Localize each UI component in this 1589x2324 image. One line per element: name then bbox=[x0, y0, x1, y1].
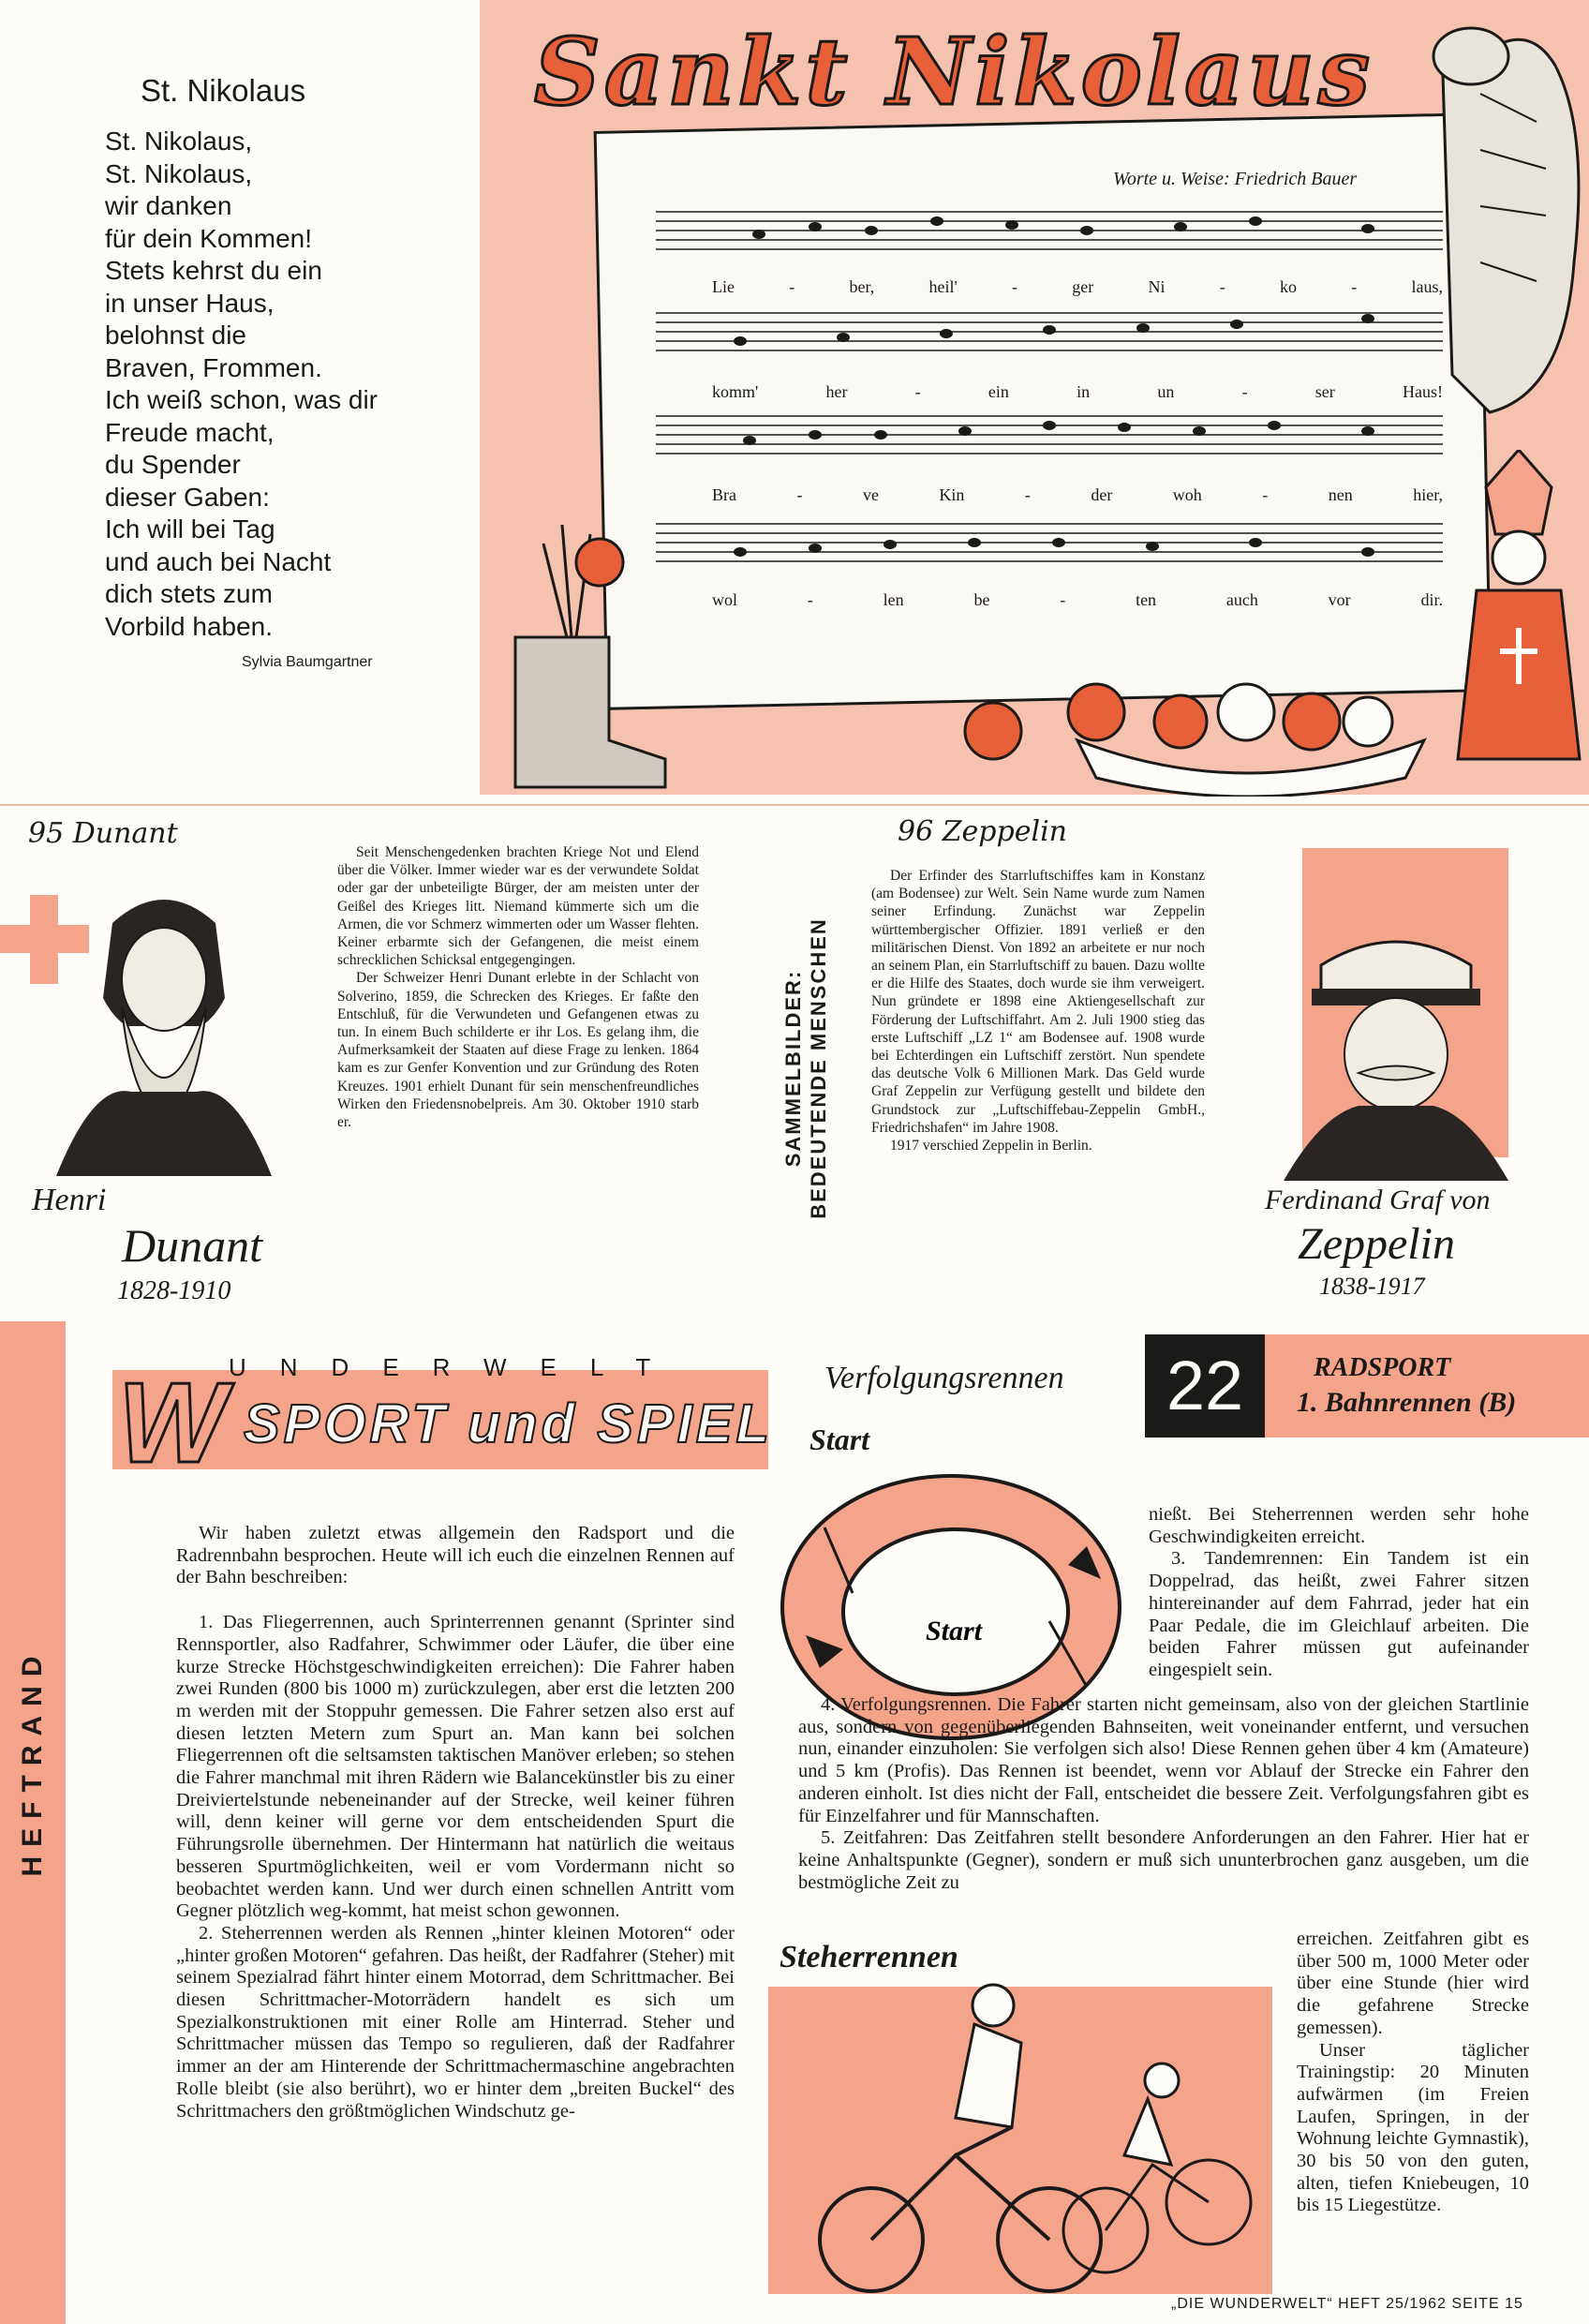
poem-line: du Spender bbox=[105, 450, 241, 479]
poem-line: Vorbild haben. bbox=[105, 611, 274, 641]
poem-line: St. Nikolaus, bbox=[105, 127, 253, 156]
poem-title: St. Nikolaus bbox=[141, 73, 306, 108]
dunant-last-name: Dunant bbox=[122, 1219, 262, 1272]
sammelbilder-vertical-title bbox=[778, 881, 834, 1256]
paragraph: 5. Zeitfahren: Das Zeitfahren stellt besondere Anforderungen an den Fahrer. Hier hat er keine Anhaltspunkte (Gegner), sondern er muß sich ununterbrochen ganz ausgeben, um die bestmögliche Zeit zu bbox=[798, 1827, 1529, 1893]
zeppelin-first-name: Ferdinand Graf von bbox=[1265, 1184, 1491, 1215]
article-column-right-middle bbox=[798, 1694, 1529, 1894]
music-staff-lines bbox=[656, 208, 1443, 253]
paragraph: nießt. Bei Steherrennen werden sehr hohe Geschwindigkeiten erreicht. bbox=[1149, 1504, 1529, 1547]
start-label: Start bbox=[809, 1423, 870, 1456]
poem-line: Freude macht, bbox=[105, 417, 275, 447]
poem-line: für dein Kommen! bbox=[105, 223, 312, 253]
card-number: 95 Dunant bbox=[28, 817, 178, 850]
music-staff-lines bbox=[656, 412, 1443, 457]
paragraph: 2. Steherrennen werden als Rennen „hinter kleinen Motoren“ oder „hinter großen Motoren“ gefahren. Das heißt, der Radfahrer (Steher) mit seinem Spezialrad fährt hinter einem Motorrad, dem Schrittmacher. Bei diesen Schrittmacher-Motorrädern handelt es sich um Spezialkonstruktionen mit einer Rolle am Hinterrad. Steher und Schrittmacher müssen das Tempo so regulieren, daß der Radfahrer immer an der am Hinterende der Schrittmachermaschine angebrachten Rolle bleibt (sie also berührt), wo er hinter dem „breiten Buckel“ des Schrittmachers den größtmöglichen Windschutz ge- bbox=[176, 1922, 735, 2122]
category-title: RADSPORT bbox=[1314, 1353, 1451, 1382]
poem-line: wir danken bbox=[105, 191, 232, 220]
poem-line: dich stets zum bbox=[105, 579, 273, 608]
article-column-right-top bbox=[1149, 1504, 1529, 1682]
poem-text bbox=[105, 126, 378, 643]
poem-line: dieser Gaben: bbox=[105, 482, 270, 512]
nikolaus-figure-illustration bbox=[1448, 450, 1589, 797]
zeppelin-biography bbox=[871, 867, 1205, 1155]
paragraph: Der Schweizer Henri Dunant erlebte in der Schlacht von Solverino, 1859, die Schrecken des Krieges. Er faßte den Entschluß, für die Verwundeten und Gefangenen etwas zu tun. In einem Buch schilderte er ihr Los. Es gelang ihm, die Aufmerksamkeit der Staaten auf diese Frage zu lenken. 1864 kam es zur Genfer Konvention und zur Gründung des Roten Kreuzes. 1901 erhielt Dunant für sein menschenfreundliches Wirken den Friedensnobelpreis. Am 30. Oktober 1910 starb er. bbox=[337, 970, 699, 1131]
poem-line: Ich weiß schon, was dir bbox=[105, 385, 378, 414]
logo-w: W bbox=[118, 1359, 227, 1486]
boot-with-twigs-illustration bbox=[487, 525, 675, 797]
paragraph: 4. Verfolgungsrennen. Die Fahrer starten nicht gemeinsam, also von der gleichen Startlinie aus, sondern von gegenüberliegenden Bahnseiten, weit voneinander entfernt, und versuchen nun, einander einzuholen: Sie verfolgen sich also! Diese Rennen gehen über 4 km (Amateure) und 5 km (Profis). Das Rennen ist beendet, wenn vor Ablauf der Strecke ein Fahrer den anderen einholt. Ist dies nicht der Fall, entscheidet die bessere Zeit. Verfolgungsfahren gibt es für Einzelfahrer und für Mannschaften. bbox=[798, 1694, 1529, 1826]
poem-line: St. Nikolaus, bbox=[105, 158, 253, 188]
poem-line: belohnst die bbox=[105, 320, 247, 350]
logo-underwelt: UNDERWELT bbox=[229, 1353, 685, 1381]
music-staff bbox=[656, 520, 1443, 565]
song-title: Sankt Nikolaus bbox=[534, 19, 1374, 127]
lyrics-line: Bra - ve Kin - der woh - nen hier, bbox=[712, 485, 1443, 504]
category-box bbox=[1265, 1334, 1589, 1438]
fruit-bowl-illustration bbox=[937, 647, 1462, 797]
paragraph: Unser täglicher Trainingstip: 20 Minuten aufwärmen (im Freien Laufen, Springen, in der Wohnung leichte Gymnastik), 30 bis 50 von den guten, alten, tiefen Kniebeugen, 10 bis 15 Liegestütze. bbox=[1297, 2039, 1529, 2216]
lyrics-line: wol - len be - ten auch vor dir. bbox=[712, 590, 1443, 609]
paragraph: erreichen. Zeitfahren gibt es über 500 m, 1000 Meter oder über eine Stunde (hier wird die gefahrene Strecke gemessen). bbox=[1297, 1929, 1529, 2038]
zeppelin-portrait bbox=[1255, 900, 1537, 1181]
music-staff bbox=[656, 412, 1443, 457]
poem-line: Ich will bei Tag bbox=[105, 514, 275, 544]
dunant-first-name: Henri bbox=[32, 1183, 107, 1217]
paragraph: 3. Tandemrennen: Ein Tandem ist ein Doppelrad, das heißt, zwei Fahrer sitzen hintereinander auf dem Fahrrad, jeder hat ein Paar Pedale, die im Gleichlauf arbeiten. Die beiden Fahrer müssen gut aufeinander eingespielt sein. bbox=[1149, 1548, 1529, 1680]
poem-line: Braven, Frommen. bbox=[105, 352, 322, 382]
verfolgungsrennen-label: Verfolgungsrennen bbox=[824, 1361, 1064, 1395]
steherrennen-illustration bbox=[768, 1968, 1272, 2301]
paragraph: 1. Das Fliegerrennen, auch Sprinterrennen genannt (Sprinter sind Rennsportler, also Radfahrer, Schwimmer oder Läufer, die über eine kurze Strecke Höchstgeschwindigkeiten erreichen): Die Fahrer haben zwei Runden (800 bis 1000 m) zurückzulegen, aber erst die letzten 200 m werden mit der Stoppuhr gemessen. Die Fahrer setzen also erst auf diesen letzten Metern zum Spurt an. Man kann bei solchen Fliegerrennen oft die seltsamsten taktischen Manöver erleben; so stehen die Fahrer manchmal mit ihren Rädern wie Balancekünstler bis zu einer Dreiviertelstunde nebeneinander auf der Strecke, weil keiner führen will, denn keiner will gerne vor dem entscheidenden Spurt die Führungsrolle übernehmen. Der Hintermann hat natürlich die weitaus besseren Spurtmöglichkeiten, weil er vom Vordermann nicht so beobachtet werden kann. Und wer durch einen schnellen Antritt vom Gegner plötzlich weg-kommt, hat meist schon gewonnen. bbox=[176, 1612, 735, 1922]
page-footer: „DIE WUNDERWELT“ HEFT 25/1962 SEITE 15 bbox=[1171, 2296, 1523, 2312]
paragraph: Seit Menschengedenken brachten Kriege Not und Elend über die Völker. Immer wieder war es der verwundete Soldat oder gar der unbeteiligte Bürger, der am meisten unter der Geißel des Krieges litt. Niemand kümmerte sich um die Armen, die vor Schmerz wimmerten oder um Wasser flehten. Keiner erbarmte sich der Gefangenen, die meist einem schrecklichen Schicksal entgegengingen. bbox=[337, 844, 699, 969]
music-staff-lines bbox=[656, 309, 1443, 354]
paragraph-spacer bbox=[176, 1589, 735, 1612]
start-inner-label: Start bbox=[926, 1616, 983, 1646]
zeppelin-years: 1838-1917 bbox=[1319, 1273, 1425, 1300]
poem-line: und auch bei Nacht bbox=[105, 546, 332, 576]
zeppelin-last-name: Zeppelin bbox=[1298, 1219, 1455, 1269]
poem-author: Sylvia Baumgartner bbox=[242, 654, 373, 670]
music-staff bbox=[656, 309, 1443, 354]
song-credit: Worte u. Weise: Friedrich Bauer bbox=[1113, 169, 1358, 189]
dunant-biography bbox=[337, 843, 699, 1131]
category-subtitle: 1. Bahnrennen (B) bbox=[1297, 1387, 1517, 1418]
lyrics-line: Lie - ber, heil' - ger Ni - ko - laus, bbox=[712, 277, 1443, 296]
paragraph: Der Erfinder des Starrluftschiffes kam in Konstanz (am Bodensee) zur Welt. Sein Name wurde zum Namen seiner Erfindung. Zunächst war Zeppelin württembergischer Offizier. 1891 verließ er den militärischen Dienst. Von 1892 an arbeitete er nur noch an seinem Plan, ein Starrluftschiff zu bauen. Dazu wollte er die Hilfe des Staates, doch wurde sie ihm verweigert. Nun gründete er 1898 eine Aktiengesellschaft zur Förderung der Luftschiffahrt. Am 2. Juli 1900 stieg das erste Luftschiff „LZ 1“ am Bodensee auf. 1908 wurde bei Echterdingen ein Luftschiff zerstört. Nun spendete das deutsche Volk 6 Millionen Mark. Das Geld wurde Graf Zeppelin zur Verfügung gestellt und bildete den Grundstock zur „Luftschiffebau-Zeppelin GmbH., Friedrichshafen“ im Jahre 1908. bbox=[871, 868, 1205, 1136]
vertical-title-line: SAMMELBILDER: bbox=[781, 969, 805, 1168]
vertical-title-line: BEDEUTENDE MENSCHEN bbox=[807, 917, 830, 1219]
article-column-right-bottom bbox=[1297, 1929, 1529, 2217]
section-divider bbox=[0, 804, 1589, 806]
poem-line: Stets kehrst du ein bbox=[105, 256, 322, 285]
poem-line: in unser Haus, bbox=[105, 288, 275, 318]
heftrand-label: HEFTRAND bbox=[17, 1646, 48, 1877]
music-staff bbox=[656, 208, 1443, 253]
dunant-years: 1828-1910 bbox=[117, 1276, 231, 1305]
paragraph: Wir haben zuletzt etwas allgemein den Radsport und die Radrennbahn besprochen. Heute will ich euch die einzelnen Rennen auf der Bahn beschreiben: bbox=[176, 1523, 735, 1588]
card-number: 96 Zeppelin bbox=[898, 815, 1067, 848]
lyrics-line: komm' her - ein in un - ser Haus! bbox=[712, 382, 1443, 401]
paragraph: 1917 verschied Zeppelin in Berlin. bbox=[890, 1138, 1092, 1155]
logo-sport-und-spiel: SPORT und SPIEL bbox=[244, 1393, 773, 1454]
dunant-portrait bbox=[37, 867, 290, 1185]
article-column-left bbox=[176, 1523, 735, 2123]
issue-card-number: 22 bbox=[1145, 1334, 1265, 1438]
music-staff-lines bbox=[656, 520, 1443, 565]
steherrennen-label: Steherrennen bbox=[780, 1940, 958, 1974]
